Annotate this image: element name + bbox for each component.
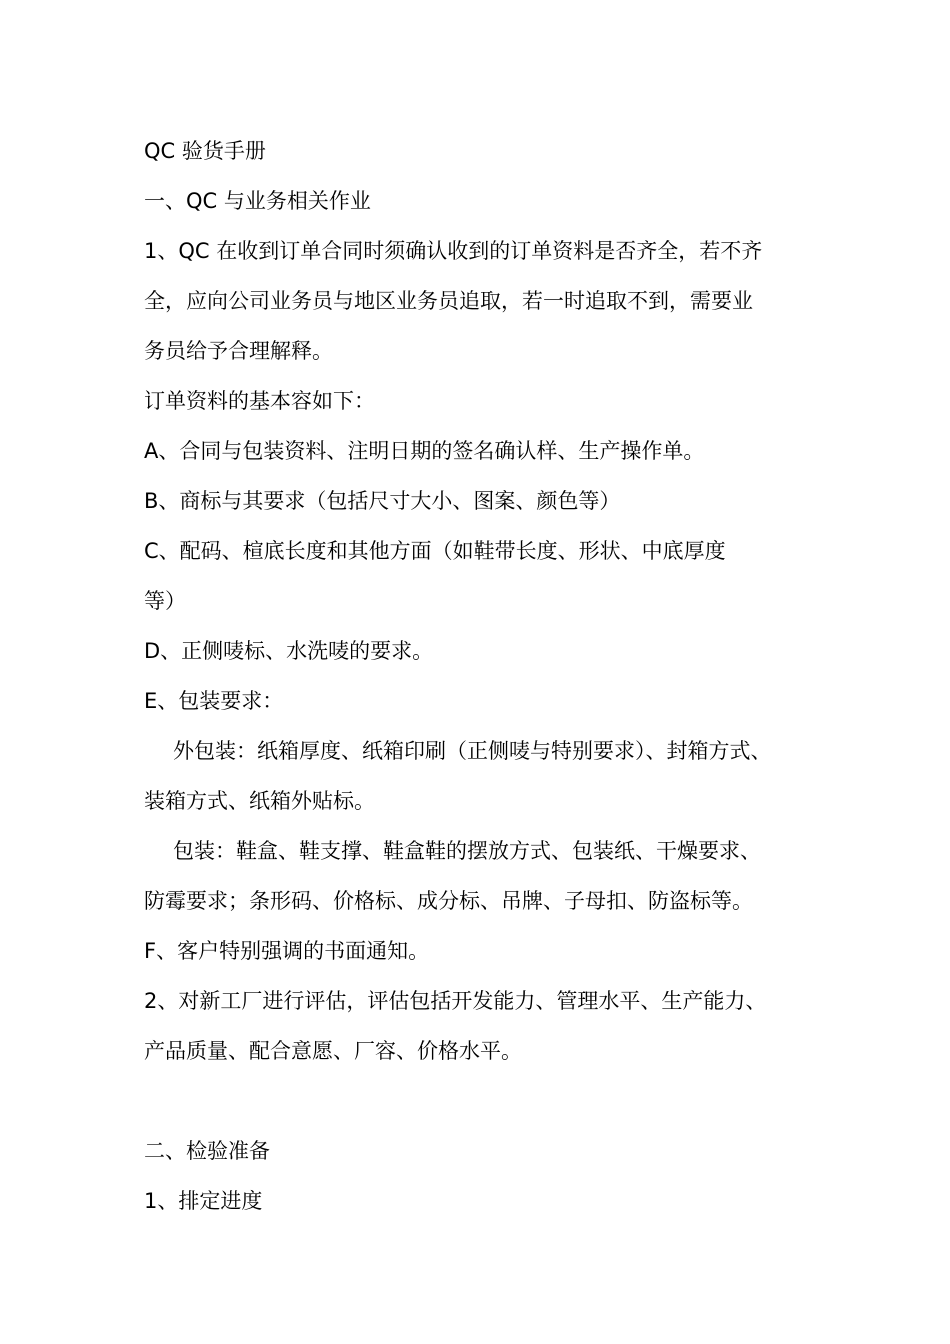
list-item-c: C、配码、楦底长度和其他方面（如鞋带长度、形状、中底厚度 [144,539,726,563]
paragraph-line: 2、对新工厂进行评估，评估包括开发能力、管理水平、生产能力、 [144,989,767,1013]
outer-packaging-line: 外包装：纸箱厚度、纸箱印刷（正侧唛与特别要求）、封箱方式、 [173,739,772,763]
blank-line [144,1076,828,1126]
paragraph-line: 1、QC 在收到订单合同时须确认收到的订单资料是否齐全，若不齐 [144,239,763,263]
inner-packaging-line: 包装：鞋盒、鞋支撑、鞋盒鞋的摆放方式、包装纸、干燥要求、 [173,839,761,863]
outer-packaging-line-continued: 装箱方式、纸箱外贴标。 [144,789,375,813]
paragraph-line: 产品质量、配合意愿、厂容、价格水平。 [144,1039,522,1063]
paragraph-line: 务员给予合理解释。 [144,339,333,363]
list-item-c-continued: 等） [144,589,186,613]
list-item-b: B、商标与其要求（包括尺寸大小、图案、颜色等） [144,489,621,513]
list-item-f: F、客户特别强调的书面通知。 [144,939,430,963]
document-body [144,126,828,1226]
section-heading-1: 一、QC 与业务相关作业 [144,189,371,213]
section-heading-2: 二、检验准备 [144,1139,270,1163]
paragraph-line: 全，应向公司业务员与地区业务员追取，若一时追取不到，需要业 [144,289,753,313]
list-item-d: D、正侧唛标、水洗唛的要求。 [144,639,434,663]
paragraph-line: 订单资料的基本容如下： [144,389,375,413]
list-item-a: A、合同与包装资料、注明日期的签名确认样、生产操作单。 [144,439,705,463]
list-item-e: E、包装要求： [144,689,284,713]
paragraph-line: 1、排定进度 [144,1189,263,1213]
inner-packaging-line-continued: 防霉要求；条形码、价格标、成分标、吊牌、子母扣、防盗标等。 [144,889,753,913]
document-title: QC 验货手册 [144,139,266,163]
